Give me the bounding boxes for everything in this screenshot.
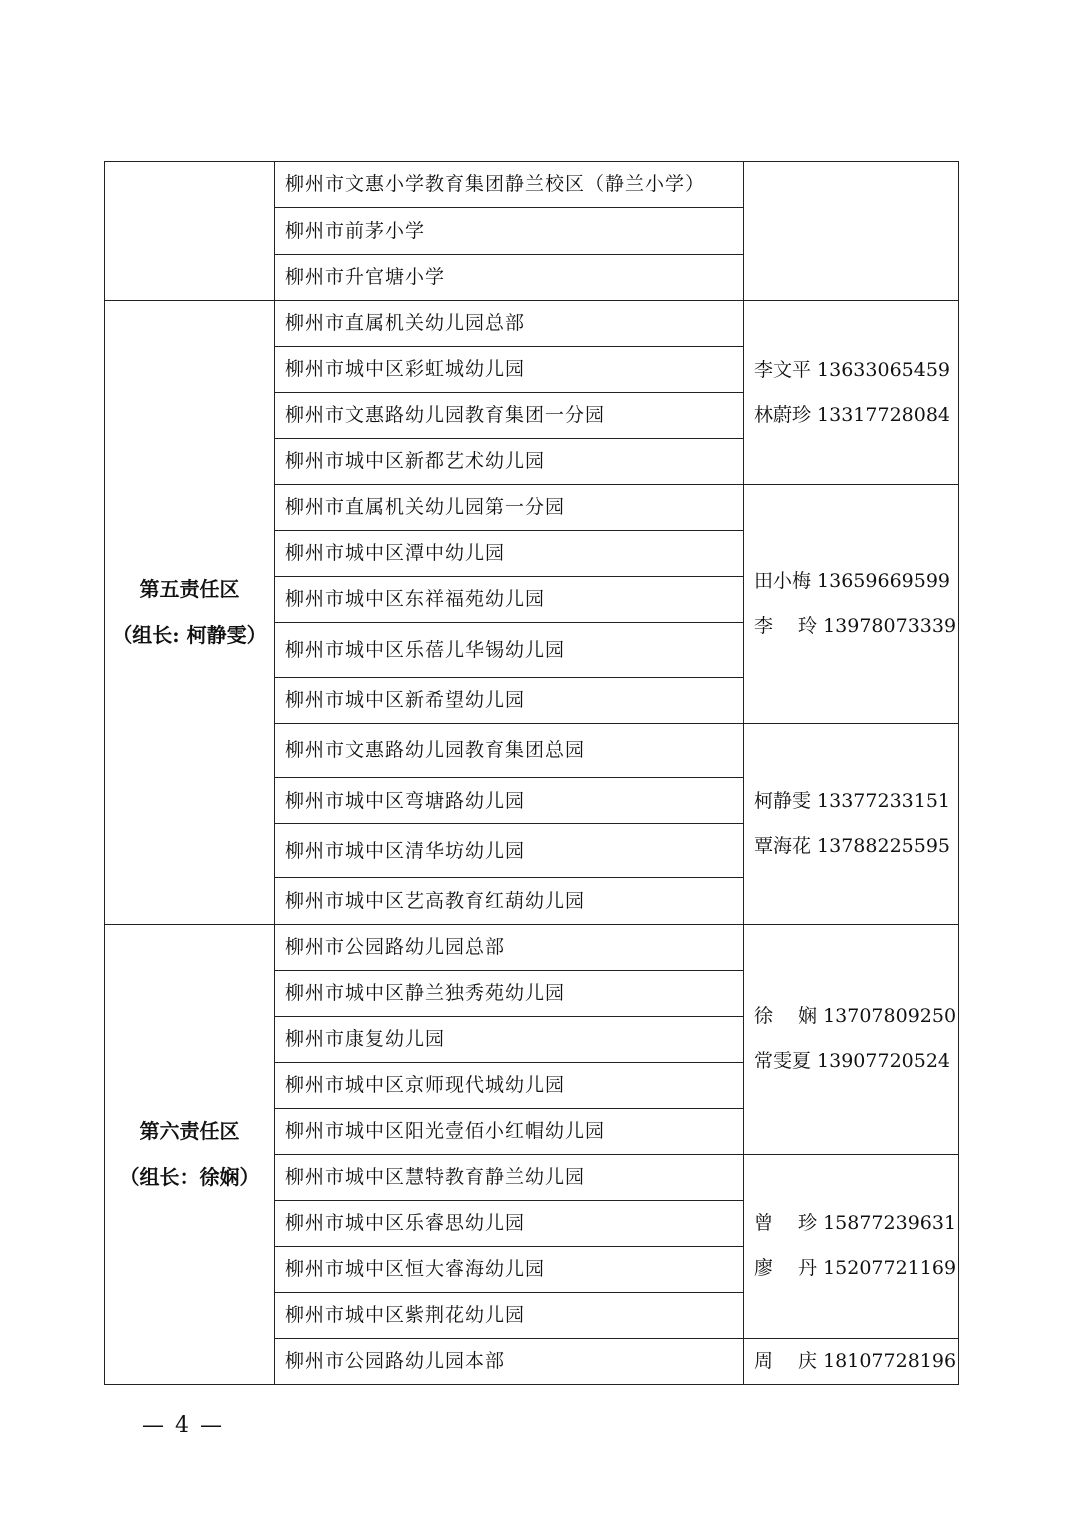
school-name: 柳州市直属机关幼儿园总部 (275, 301, 744, 347)
school-name: 柳州市前茅小学 (275, 208, 744, 255)
school-name: 柳州市城中区乐蓓儿华锡幼儿园 (275, 623, 744, 678)
school-name: 柳州市城中区慧特教育静兰幼儿园 (275, 1154, 744, 1200)
contact-person: 覃海花 13788225595 (754, 834, 951, 857)
school-name: 柳州市城中区阳光壹佰小红帽幼儿园 (275, 1108, 744, 1154)
contact-person: 曾 珍 15877239631 (754, 1212, 957, 1235)
school-name: 柳州市公园路幼儿园本部 (275, 1338, 744, 1384)
school-name: 柳州市文惠小学教育集团静兰校区（静兰小学） (275, 162, 744, 208)
school-name: 柳州市城中区恒大睿海幼儿园 (275, 1246, 744, 1292)
contact-person: 廖 丹 15207721169 (754, 1257, 957, 1280)
school-name: 柳州市城中区东祥福苑幼儿园 (275, 577, 744, 623)
school-name: 柳州市城中区弯塘路幼儿园 (275, 778, 744, 824)
school-name: 柳州市城中区彩虹城幼儿园 (275, 347, 744, 393)
contact-person: 田小梅 13659669599 (754, 570, 951, 593)
contact-person: 林蔚珍 13317728084 (754, 403, 951, 426)
zone-cell-continued (105, 162, 275, 301)
school-name: 柳州市文惠路幼儿园教育集团一分园 (275, 393, 744, 439)
school-name: 柳州市城中区艺高教育红葫幼儿园 (275, 878, 744, 924)
school-name: 柳州市直属机关幼儿园第一分园 (275, 485, 744, 531)
contact-cell (744, 1154, 959, 1338)
school-name: 柳州市城中区新都艺术幼儿园 (275, 439, 744, 485)
contact-person: 李文平 13633065459 (754, 358, 951, 381)
contact-cell (744, 162, 959, 301)
zone-cell-6 (105, 924, 275, 1385)
contact-person: 李 玲 13978073339 (754, 615, 957, 638)
contact-person: 徐 娴 13707809250 (754, 1005, 957, 1028)
responsibility-zone-table (104, 161, 959, 1385)
contact-person: 柯静雯 13377233151 (754, 789, 951, 812)
contact-cell (744, 1338, 959, 1384)
contact-cell (744, 301, 959, 485)
school-name: 柳州市城中区紫荆花幼儿园 (275, 1292, 744, 1338)
contact-cell (744, 924, 959, 1154)
school-name: 柳州市升官塘小学 (275, 255, 744, 301)
school-name: 柳州市城中区京师现代城幼儿园 (275, 1062, 744, 1108)
contact-person: 常雯夏 13907720524 (754, 1050, 951, 1073)
contact-person: 周 庆 18107728196 (754, 1349, 957, 1372)
school-name: 柳州市城中区乐睿思幼儿园 (275, 1200, 744, 1246)
page-number: — 4 — (142, 1413, 224, 1438)
contact-cell (744, 485, 959, 724)
school-name: 柳州市城中区静兰独秀苑幼儿园 (275, 970, 744, 1016)
school-name: 柳州市城中区潭中幼儿园 (275, 531, 744, 577)
school-name: 柳州市城中区新希望幼儿园 (275, 678, 744, 724)
zone-name: 第五责任区 (139, 577, 240, 602)
contact-cell (744, 724, 959, 924)
school-name: 柳州市康复幼儿园 (275, 1016, 744, 1062)
zone-cell-5 (105, 301, 275, 924)
zone-name: 第六责任区 (139, 1119, 240, 1144)
school-name: 柳州市城中区清华坊幼儿园 (275, 824, 744, 878)
zone-leader: （组长：徐娴） (119, 1165, 260, 1190)
school-name: 柳州市文惠路幼儿园教育集团总园 (275, 724, 744, 778)
zone-leader: （组长: 柯静雯） (112, 623, 267, 648)
school-name: 柳州市公园路幼儿园总部 (275, 924, 744, 970)
